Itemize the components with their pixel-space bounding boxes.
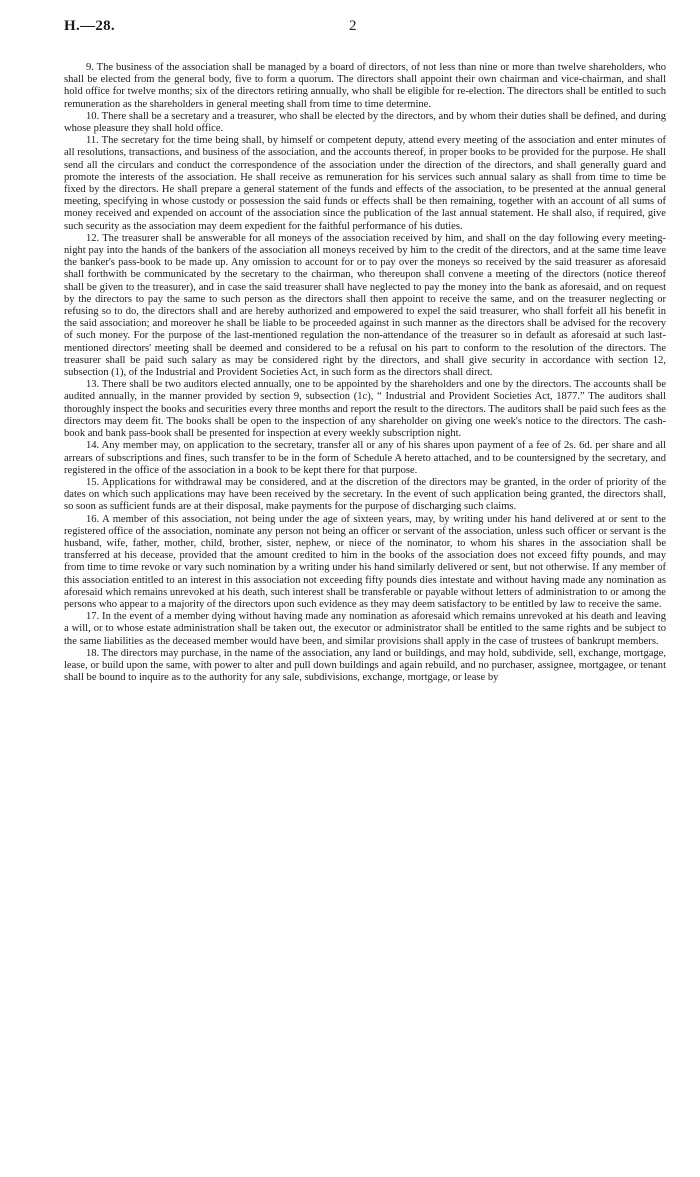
clause-10: 10. There shall be a secretary and a treasurer, who shall be elected by the directors, and by whom their duties shall be defined, and during whose pleasure they shall hold office. [64,110,666,135]
clause-13: 13. There shall be two auditors elected annually, one to be appointed by the shareholders and one by the directors. The accounts shall be audited annually, in the manner provided by section 9, subsection (1c), “ Industrial and Provident Societies Act, 1877.” The auditors shall thoroughly inspect the books and securities every three months and report the result to the directors. The auditors shall be paid such fees as the directors may deem fit. The books shall be open to the inspection of any shareholder on giving one week's notice to the directors. The cash-book and bank pass-book shall be presented for inspection at every weekly subscription night. [64,379,666,440]
document-body [64,62,666,684]
document-reference: H.—28. [64,18,115,34]
clause-16: 16. A member of this association, not being under the age of sixteen years, may, by writing under his hand delivered at or sent to the registered office of the association, nominate any person not being an officer or servant of the association, unless such officer or servant is the husband, wife, father, mother, child, brother, sister, nephew, or niece of the nominator, to whom his shares in the association shall be transferred at his decease, provided that the amount credited to him in the books of the association does not exceed fifty pounds, and may from time to time revoke or vary such nomination by a writing under his hand similarly delivered or sent, but not otherwise. If any member of this association entitled to an interest in this association not exceeding fifty pounds dies intestate and without having made any nomination as aforesaid which remains unrevoked at his death, such interest shall be transferable or payable without letters of administration to or among the persons who appear to a majority of the directors upon such evidence as they may deem satisfactory to be entitled by law to receive the same. [64,513,666,610]
clause-9: 9. The business of the association shall be managed by a board of directors, of not less than nine or more than twelve shareholders, who shall be elected from the general body, five to form a quorum. The directors shall appoint their own chairman and vice-chairman, and shall hold office for twelve months; six of the directors retiring annually, who shall be eligible for re-election. The directors shall be entitled to such remuneration as the shareholders in general meeting shall from time to time determine. [64,62,666,110]
clause-18: 18. The directors may purchase, in the name of the association, any land or buildings, and may hold, subdivide, sell, exchange, mortgage, lease, or build upon the same, with power to alter and pull down buildings and again rebuild, and no purchaser, assignee, mortgagee, or tenant shall be bound to inquire as to the authority for any sale, subdivisions, exchange, mortgage, or lease by [64,647,666,684]
clause-12: 12. The treasurer shall be answerable for all moneys of the association received by him, and shall on the day following every meeting-night pay into the hands of the bankers of the association all moneys received by him to the credit of the directors, and at the same time leave the banker's pass-book to be made up. Any omission to account for or to pay over the moneys so received by the said treasurer as aforesaid shall forthwith be communicated by the secretary to the chairman, who thereupon shall convene a meeting of the directors (notice thereof shall be given to the treasurer), and in case the said treasurer shall have neglected to pay the money into the bank as aforesaid, and on request by the directors to pay the same to such person as the directors shall then appoint to receive the same, and on the treasurer neglecting or refusing so to do, the directors shall and are hereby authorized and empowered to expel the said treasurer, who shall forfeit all his benefit in the said association; and moreover he shall be liable to be proceeded against in such manner as the directors shall be advised for the recovery of such money. For the purpose of the last-mentioned regulation the non-attendance of the treasurer so in default as aforesaid at such last-mentioned directors' meeting shall be deemed and considered to be a refusal on his part to conform to the resolution of the directors. The treasurer shall be paid such salary as may be considered right by the directors, and shall give security in accordance with section 12, subsection (1), of the Industrial and Provident Societies Act, in such form as the directors shall direct. [64,232,666,379]
page-number: 2 [349,18,357,34]
clause-17: 17. In the event of a member dying without having made any nomination as aforesaid which remains unrevoked at his death and leaving a will, or to whose estate administration shall be taken out, the executor or administrator shall be entitled to the same rights and be subject to the same liabilities as the deceased member would have been, and similar provisions shall apply in the case of trustees of bankrupt members. [64,611,666,647]
clause-15: 15. Applications for withdrawal may be considered, and at the discretion of the directors may be granted, in the order of priority of the dates on which such applications may have been received by the secretary. In the event of such application being granted, the directors shall, so soon as sufficient funds are at their disposal, make payments for the purpose of discharging such claims. [64,476,666,513]
clause-14: 14. Any member may, on application to the secretary, transfer all or any of his shares upon payment of a fee of 2s. 6d. per share and all arrears of subscriptions and fines, such transfer to be in the form of Schedule A hereto attached, and to be countersigned by the secretary, and registered in the office of the association in a book to be kept there for that purpose. [64,440,666,476]
clause-11: 11. The secretary for the time being shall, by himself or competent deputy, attend every meeting of the association and enter minutes of all resolutions, transactions, and business of the association, and the accounts thereof, in proper books to be provided for the purpose. He shall send all the circulars and conduct the correspondence of the association under the direction of the directors, and shall generally guard and promote the interests of the association. He shall receive as remuneration for his services such annual salary as shall from time to time be fixed by the directors. He shall prepare a general statement of the funds and effects of the association, to be presented at the annual general meeting, specifying in whose custody or possession the said funds or effects shall be then remaining, together with an account of all sums of money received and expended on account of the association since the publication of the last annual statement. He shall also, if required, give such security as the association may deem expedient for the faithful performance of his duties. [64,135,666,232]
page-header [64,18,660,40]
